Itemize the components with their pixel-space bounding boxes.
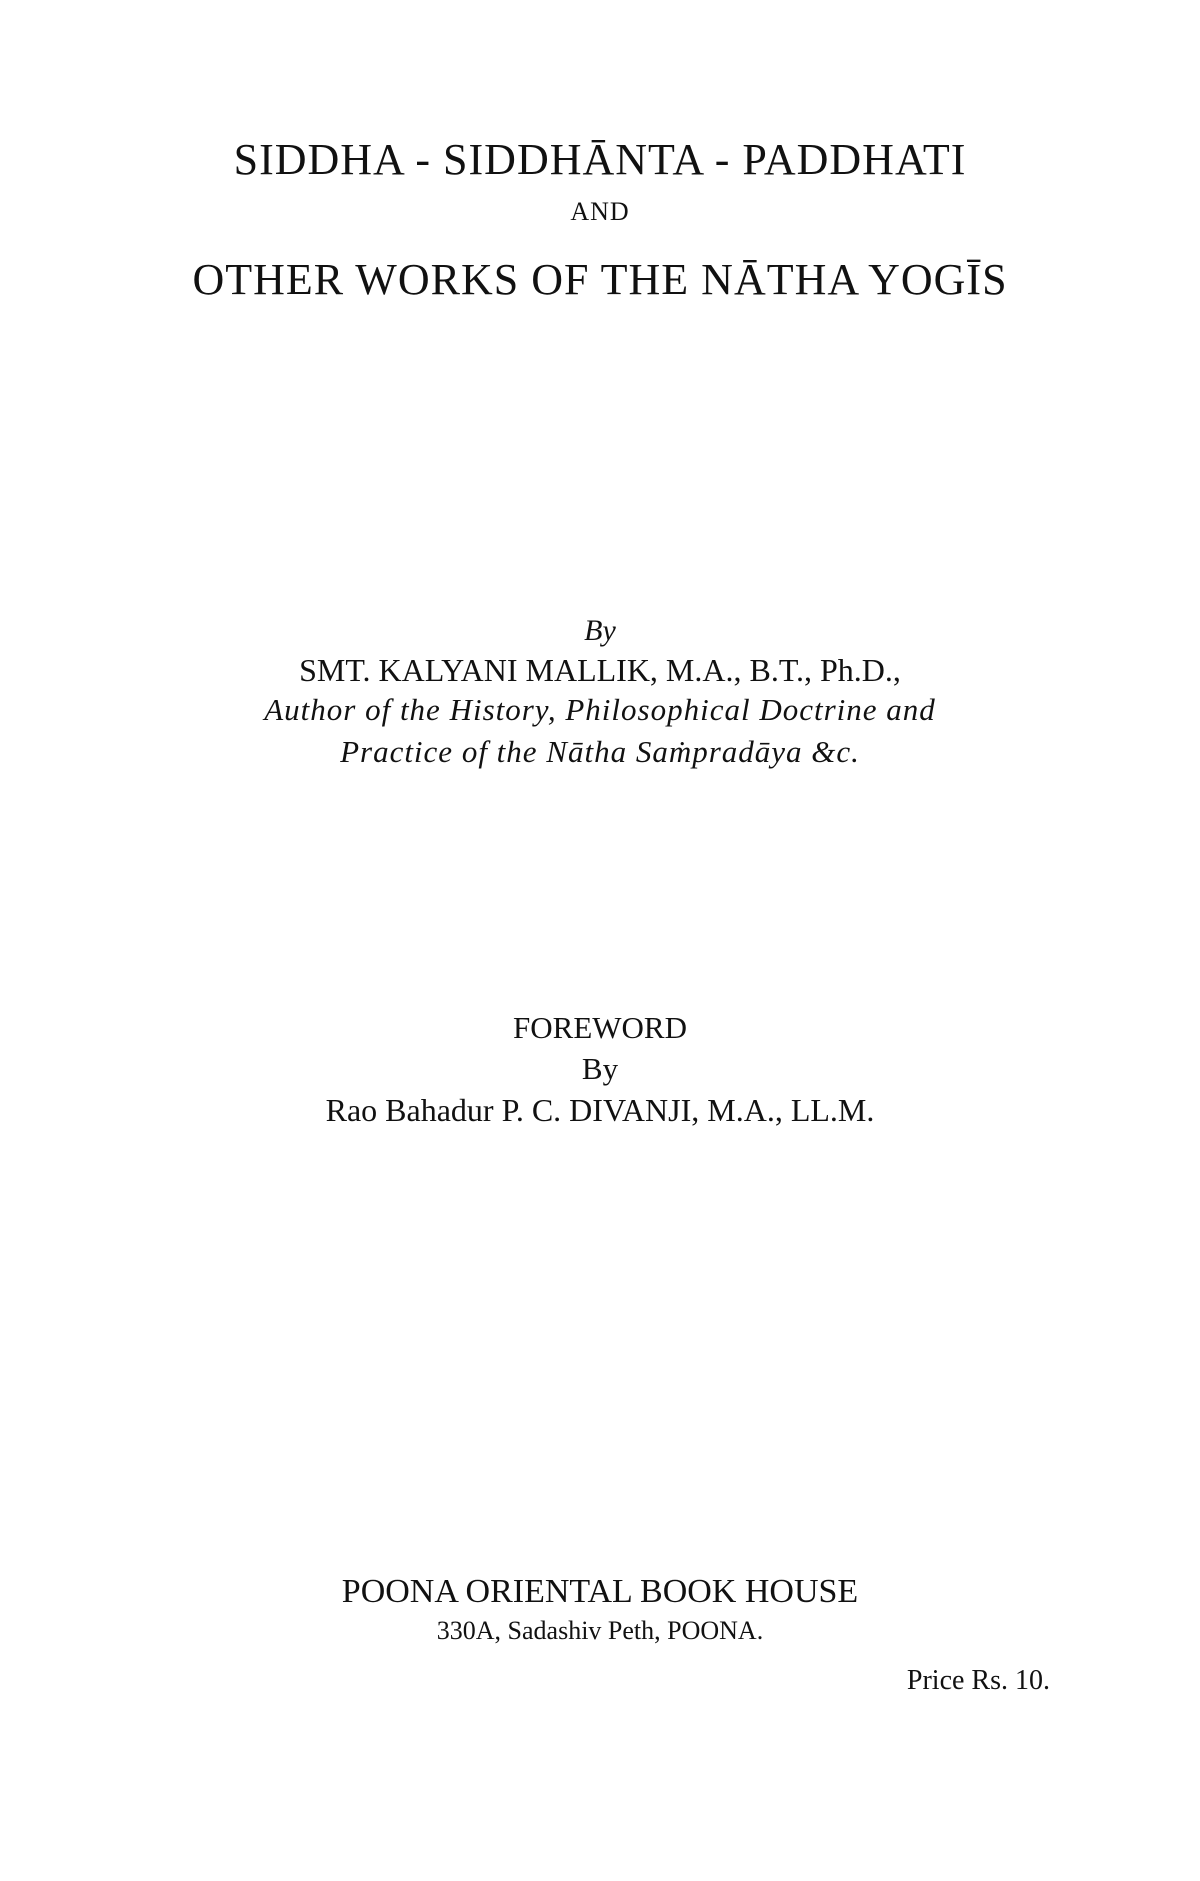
publisher-name: POONA ORIENTAL BOOK HOUSE: [341, 1573, 859, 1610]
title-conjunction: AND: [570, 197, 630, 226]
foreword-author: Rao Bahadur P. C. DIVANJI, M.A., LL.M.: [325, 1092, 875, 1128]
author-description-line-1: Author of the History, Philosophical Doctrine and: [264, 692, 936, 727]
publisher-address: 330A, Sadashiv Peth, POONA.: [436, 1616, 764, 1645]
author-by-label: By: [584, 614, 616, 647]
book-subtitle: OTHER WORKS OF THE NĀTHA YOGĪS: [192, 255, 1008, 304]
author-description-line-2: Practice of the Nātha Saṁpradāya &c.: [340, 734, 860, 769]
price-label: Price Rs. 10.: [906, 1665, 1050, 1696]
book-title: SIDDHA - SIDDHĀNTA - PADDHATI: [233, 135, 967, 184]
author-name: SMT. KALYANI MALLIK, M.A., B.T., Ph.D.,: [299, 652, 901, 688]
foreword-by-label: By: [581, 1051, 619, 1086]
foreword-heading: FOREWORD: [513, 1010, 687, 1045]
